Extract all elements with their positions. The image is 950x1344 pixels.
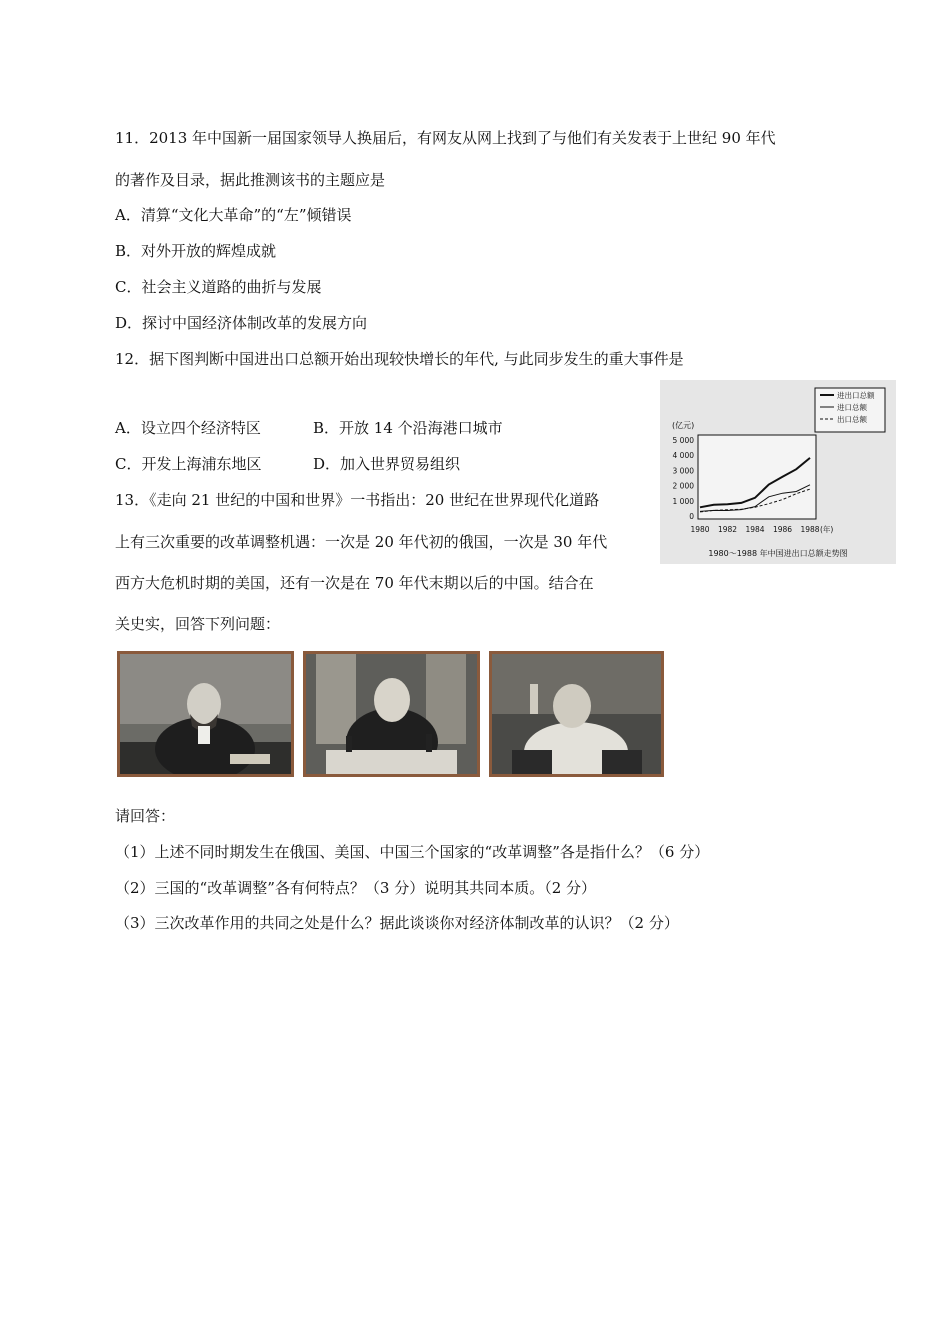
q13-stem-line1: 13．《走向 21 世纪的中国和世界》一书指出：20 世纪在世界现代化道路 [115,491,600,509]
q13-stem-line4: 关史实，回答下列问题： [115,615,281,633]
q13-sub-question-1: （1）上述不同时期发生在俄国、美国、中国三个国家的“改革调整”各是指什么？（6 分） [115,843,710,861]
q11-stem-line2: 的著作及目录，据此推测该书的主题应是 [115,171,386,189]
photo-roosevelt [303,651,480,777]
x-tick-label: 1986 [772,525,793,534]
q12-option-a: A．设立四个经济特区 [115,419,261,437]
trade-chart-figure [660,380,896,564]
photo-lenin [117,651,294,777]
q13-stem-line3: 西方大危机时期的美国，还有一次是在 70 年代末期以后的中国。结合在 [115,574,594,592]
q12-option-b: B．开放 14 个沿海港口城市 [313,419,503,437]
q11-stem-line1: 11．2013 年中国新一届国家领导人换届后，有网友从网上找到了与他们有关发表于上世纪 90 年代 [115,129,776,147]
q13-sub-question-3: （3）三次改革作用的共同之处是什么？据此谈谈你对经济体制改革的认识？（2 分） [115,914,679,932]
y-tick-label: 5 000 [672,436,694,445]
q12-stem: 12．据下图判断中国进出口总额开始出现较快增长的年代, 与此同步发生的重大事件是 [115,350,684,368]
x-axis-label: (年) [820,525,834,534]
y-tick-label: 0 [689,512,694,521]
x-tick-label: 1980 [690,525,710,534]
y-tick-label: 4 000 [672,451,694,461]
q12-option-d: D．加入世界贸易组织 [313,455,461,473]
y-tick-label: 3 000 [672,466,694,476]
legend-entry: 出口总额 [837,415,867,424]
legend-entry: 进口总额 [837,403,867,412]
q13-sub-question-2: （2）三国的“改革调整”各有何特点？（3 分）说明其共同本质。（2 分） [115,879,597,897]
q12-option-c: C．开发上海浦东地区 [115,455,262,473]
q11-option-d: D．探讨中国经济体制改革的发展方向 [115,314,368,332]
x-tick-label: 1988 [800,525,820,534]
x-tick-label: 1982 [717,525,738,534]
q11-option-a: A．清算“文化大革命”的“左”倾错误 [115,206,352,224]
photo-deng-xiaoping [489,651,664,777]
x-tick-label: 1984 [745,525,765,534]
trade-line-chart [660,380,896,564]
legend-entry: 进出口总额 [837,391,875,400]
q11-option-c: C．社会主义道路的曲折与发展 [115,278,322,296]
chart-caption: 1980～1988 年中国进出口总额走势图 [708,549,848,558]
q13-answer-prompt: 请回答： [115,807,176,825]
q11-option-b: B．对外开放的辉煌成就 [115,242,277,260]
y-axis-label: (亿元) [672,421,695,430]
q13-stem-line2: 上有三次重要的改革调整机遇：一次是 20 年代初的俄国，一次是 30 年代 [115,533,608,551]
y-tick-label: 2 000 [672,481,694,491]
y-tick-label: 1 000 [672,496,694,506]
